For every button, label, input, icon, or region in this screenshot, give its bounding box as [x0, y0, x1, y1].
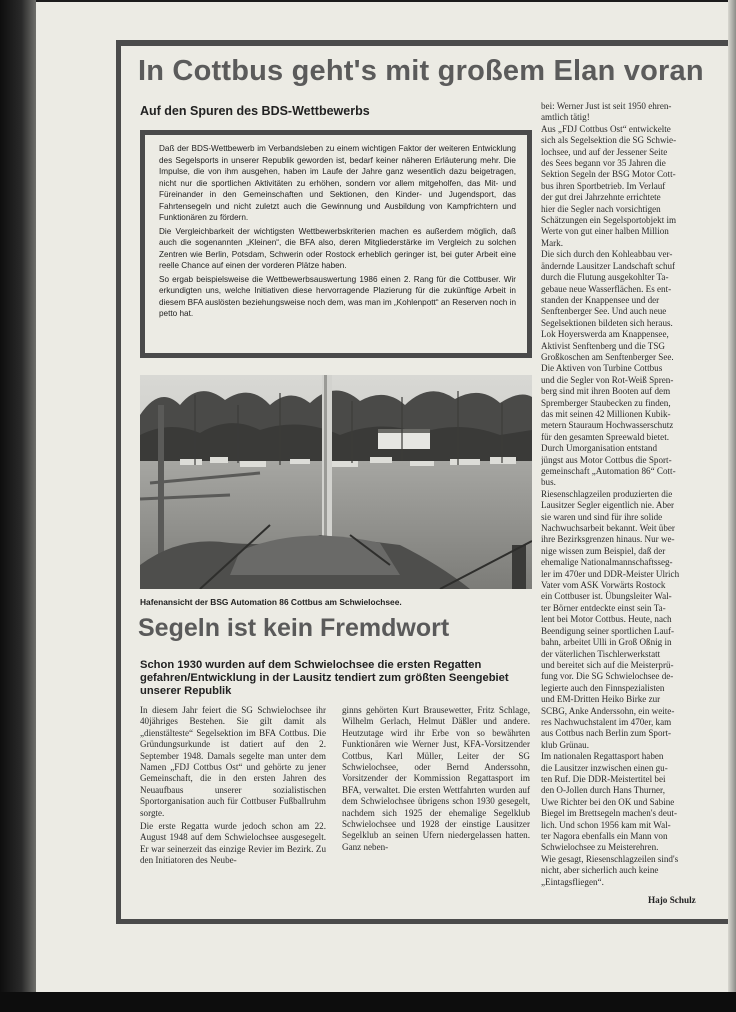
body-line: Im nationalen Regattasport haben: [541, 751, 664, 762]
body-line: Spremberger Staubecken zu finden,: [541, 397, 671, 408]
body-line: gebaue neue Wasserflächen. Es ent-: [541, 283, 672, 294]
body-line: den O-Jollen durch Hans Thurner,: [541, 785, 665, 796]
body-line: klub Grünau.: [541, 739, 589, 750]
scan-bottom-edge: [0, 992, 736, 1012]
body-column-left: [140, 705, 326, 869]
body-line: ihre Bezirksgrenzen hinaus. Nur we-: [541, 534, 675, 545]
body-line: sie waren und sind für ihre solide: [541, 511, 663, 522]
body-line: des Sees begann vor 35 Jahren die: [541, 158, 666, 169]
body-line: lent bei Motor Cottbus. Heute, nach: [541, 614, 672, 625]
body-line: standen der Knappensee und der: [541, 294, 660, 305]
scan-right-edge: [728, 0, 736, 992]
body-line: der gut drei Jahrzehnte errichtete: [541, 192, 661, 203]
body-line: und bereitet sich auf die Meisterprü-: [541, 659, 674, 670]
body-line: SCBG, Anke Anderssohn, ein weite-: [541, 705, 675, 716]
body-line: hier die Segler nach vorsichtigen: [541, 203, 661, 214]
intro-paragraph: Die Vergleichbarkeit der wichtigsten Wettbewerbskriterien machen es außerdem möglich, daß auch die sogenannten „Kleinen“, die BFA also, deren Mitgliederstärke im Vergleich zu solchen Zentren wie Berlin, Potsdam, Schwerin oder Rostock erheblich geringer ist, bei guter Arbeit eine reelle Chance auf einen der vorderen Plätze haben.: [159, 226, 516, 270]
scan-left-shadow: [0, 0, 36, 1012]
body-line: bahn, arbeitet Ulli in Groß Oßnig in: [541, 637, 672, 648]
body-line: Schwielochsee zu Meisterehren.: [541, 842, 659, 853]
body-line: fung vor. Die SG Schwielochsee de-: [541, 671, 674, 682]
article-subheadline: Auf den Spuren des BDS-Wettbewerbs: [140, 104, 370, 118]
body-line: Segelsektionen bildeten sich heraus.: [541, 317, 673, 328]
body-line: Vater vom ASK Vorwärts Rostock: [541, 580, 666, 591]
body-line: nige wissen zum Beispiel, daß der: [541, 545, 666, 556]
body-line: und die Segler von Rot-Weiß Spren-: [541, 374, 674, 385]
body-line: Die sich durch den Kohleabbau ver-: [541, 249, 673, 260]
harbor-photo-image: [140, 375, 532, 589]
body-paragraph: Die erste Regatta wurde jedoch schon am 22. August 1948 auf dem Schwielochsee ausgesegelt. Er war seinerzeit das einzige Revier im Bezirk. Zu den Initiatoren des Neube-: [140, 821, 326, 866]
intro-box: [140, 130, 532, 358]
body-line: Aus „FDJ Cottbus Ost“ entwickelte: [541, 123, 671, 134]
body-line: sich als Segelsektion die SG Schwie-: [541, 135, 677, 146]
body-line: Beendigung seiner sportlichen Lauf-: [541, 625, 675, 636]
section-headline: Segeln ist kein Fremdwort: [138, 614, 450, 642]
body-column-right: [541, 101, 727, 888]
body-line: Senftenberger See. Und auch neue: [541, 306, 667, 317]
body-line: Sektion Segeln der BSG Motor Cott-: [541, 169, 676, 180]
intro-paragraph: So ergab beispielsweise die Wettbewerbsauswertung 1986 einen 2. Rang für die Cottbuser. Wir erkundigten uns, welche Initiativen diese hervorragende Plazierung für die zukünftige Arbeit in diesem BFA auslösten beziehungsweise noch dem, was man im „Kohlenpott“ an Reserven noch in petto hat.: [159, 274, 516, 318]
body-line: lochsee, und auf der Jessener Seite: [541, 146, 668, 157]
harbor-photo: [140, 375, 532, 589]
body-line: Schätzungen ein Segelsportobjekt im: [541, 215, 677, 226]
body-line: Lausitzer Segler eigentlich nie. Aber: [541, 500, 675, 511]
body-line: durch die Flutung ausgekohlter Ta-: [541, 272, 669, 283]
body-line: ler im 470er und DDR-Meister Ulrich: [541, 568, 680, 579]
body-paragraph: ginns gehörten Kurt Brausewetter, Fritz Schlage, Wilhelm Gerlach, Helmut Däßler und andere. Heutzutage wird ihr Erbe von so bewährten Funktionären wie Werner Just, KFA-Vorsitzender Cottbus, Karl Müller, Leiter der SG Schwielochsee, oder Bernd Anderssohn, Vorsitzender der Kommission Regattasport im BFA, verwaltet. Die ersten Wettfahrten wurden auf dem Schwielochsee übrigens schon 1930 gesegelt, nachdem sich 1925 der ehemalige Segelklub Schwielochsee und 1928 der einstige Lausitzer Segelklub an seinen Ufern niedergelassen hatten. Ganz neben-: [342, 705, 530, 852]
body-line: die Lausitzer inzwischen einen gu-: [541, 762, 668, 773]
body-line: Mark.: [541, 237, 563, 248]
body-line: berg sind mit ihren Booten auf dem: [541, 386, 671, 397]
body-line: gemeinschaft „Automation 86“ Cott-: [541, 466, 676, 476]
body-line: Riesenschlagzeilen produzierten die: [541, 488, 673, 499]
section-lead: Schon 1930 wurden auf dem Schwielochsee die ersten Regatten gefahren/Entwicklung in der Lausitz tendiert zum größten Seengebiet unserer Republik: [140, 659, 509, 697]
body-line: res Nachwuchstalent im 470er, kam: [541, 716, 672, 727]
intro-paragraph: Daß der BDS-Wettbewerb im Verbandsleben zu einem wichtigen Faktor der weiteren Entwicklung des Segelsports in unserer Republik geworden ist, bedarf keiner näheren Erläuterung mehr. Die Impulse, die von ihm ausgehen, haben im Laufe der Jahre ganz wesentlich dazu beigetragen, nicht nur die sportlichen Aktivitäten zu erhöhen, sondern vor allem mitgeholfen, das Mit- und Füreinander in den Gemeinschaften und Sektionen, den Kinder- und Jugendsport, das Fahrtensegeln und nicht zuletzt auch die Gewinnung und Ausbildung von Kampfrichtern und Funktionären zu fördern.: [159, 144, 516, 222]
body-line: jüngst aus Motor Cottbus die Sport-: [541, 454, 672, 465]
article-headline: In Cottbus geht's mit großem Elan voran: [138, 55, 704, 87]
body-line: Großkoschen am Senftenberger See.: [541, 351, 674, 362]
body-line: ein Cottbuser ist. Übungsleiter Wal-: [541, 591, 672, 602]
body-line: metern Stauraum Hochwasserschutz: [541, 420, 674, 431]
body-line: Lok Hoyerswerda am Knappensee,: [541, 329, 669, 340]
body-line: nicht, aber sicherlich auch keine: [541, 865, 659, 876]
body-line: ehemalige Nationalmannschaftsseg-: [541, 557, 673, 568]
body-line: ten Ruf. Die DDR-Meistertitel bei: [541, 773, 666, 784]
body-line: bus.: [541, 477, 556, 488]
body-line: Durch Umorganisation entstand: [541, 443, 658, 454]
body-column-middle: [342, 705, 530, 855]
body-line: Biegel im Brettsegeln machen's deut-: [541, 808, 677, 819]
body-line: bus ihren Sportbetrieb. Im Verlauf: [541, 180, 666, 191]
body-line: legierte auch den Finnspezialisten: [541, 682, 665, 693]
body-line: aus Cottbus nach Berlin zum Sport-: [541, 728, 672, 739]
body-line: für den gesamten Spreewald bietet.: [541, 431, 670, 442]
body-line: bei: Werner Just ist seit 1950 ehren-: [541, 101, 672, 111]
body-line: und EM-Dritten Heiko Birke zur: [541, 694, 661, 705]
body-line: „Eintagsfliegen“.: [541, 876, 604, 887]
author-byline: Hajo Schulz: [648, 895, 696, 905]
body-line: lich. Und schon 1956 kam mit Wal-: [541, 819, 671, 830]
body-line: ändernde Lausitzer Landschaft schuf: [541, 260, 676, 271]
body-line: Nachwuchsarbeit bekannt. Weit über: [541, 523, 675, 534]
body-line: Werte von gut einer halben Million: [541, 226, 669, 237]
body-line: ter Nagora ebenfalls ein Mann von: [541, 831, 668, 841]
body-line: Die Aktiven von Turbine Cottbus: [541, 363, 663, 374]
body-line: Aktivist Senftenberg und die TSG: [541, 340, 665, 351]
body-paragraph: In diesem Jahr feiert die SG Schwielochsee ihr 40jähriges Bestehen. Sie gilt damit als „dienstälteste“ Segelsektion im BFA Cottbus. Die Gründungsurkunde ist datiert auf den 2. September 1948. Damals segelte man unter dem Namen „FDJ Cottbus Ost“ und gehörte zu jener Gemeinschaft, die in den ersten Jahren des Neuaufbaus unserer sozialistischen Sportorganisation auch für Cottbuser Fußballruhm sorgte.: [140, 705, 326, 818]
body-line: der väterlichen Tischlerwerkstatt: [541, 648, 661, 659]
photo-caption: Hafenansicht der BSG Automation 86 Cottbus am Schwielochsee.: [140, 597, 402, 607]
body-line: amtlich tätig!: [541, 112, 590, 123]
body-line: Wie gesagt, Riesenschlagzeilen sind's: [541, 853, 679, 864]
body-line: Uwe Richter bei den OK und Sabine: [541, 796, 675, 807]
body-line: das mit seinen 42 Millionen Kubik-: [541, 408, 671, 419]
body-line: ter Börner entdeckte einst sein Ta-: [541, 602, 666, 613]
